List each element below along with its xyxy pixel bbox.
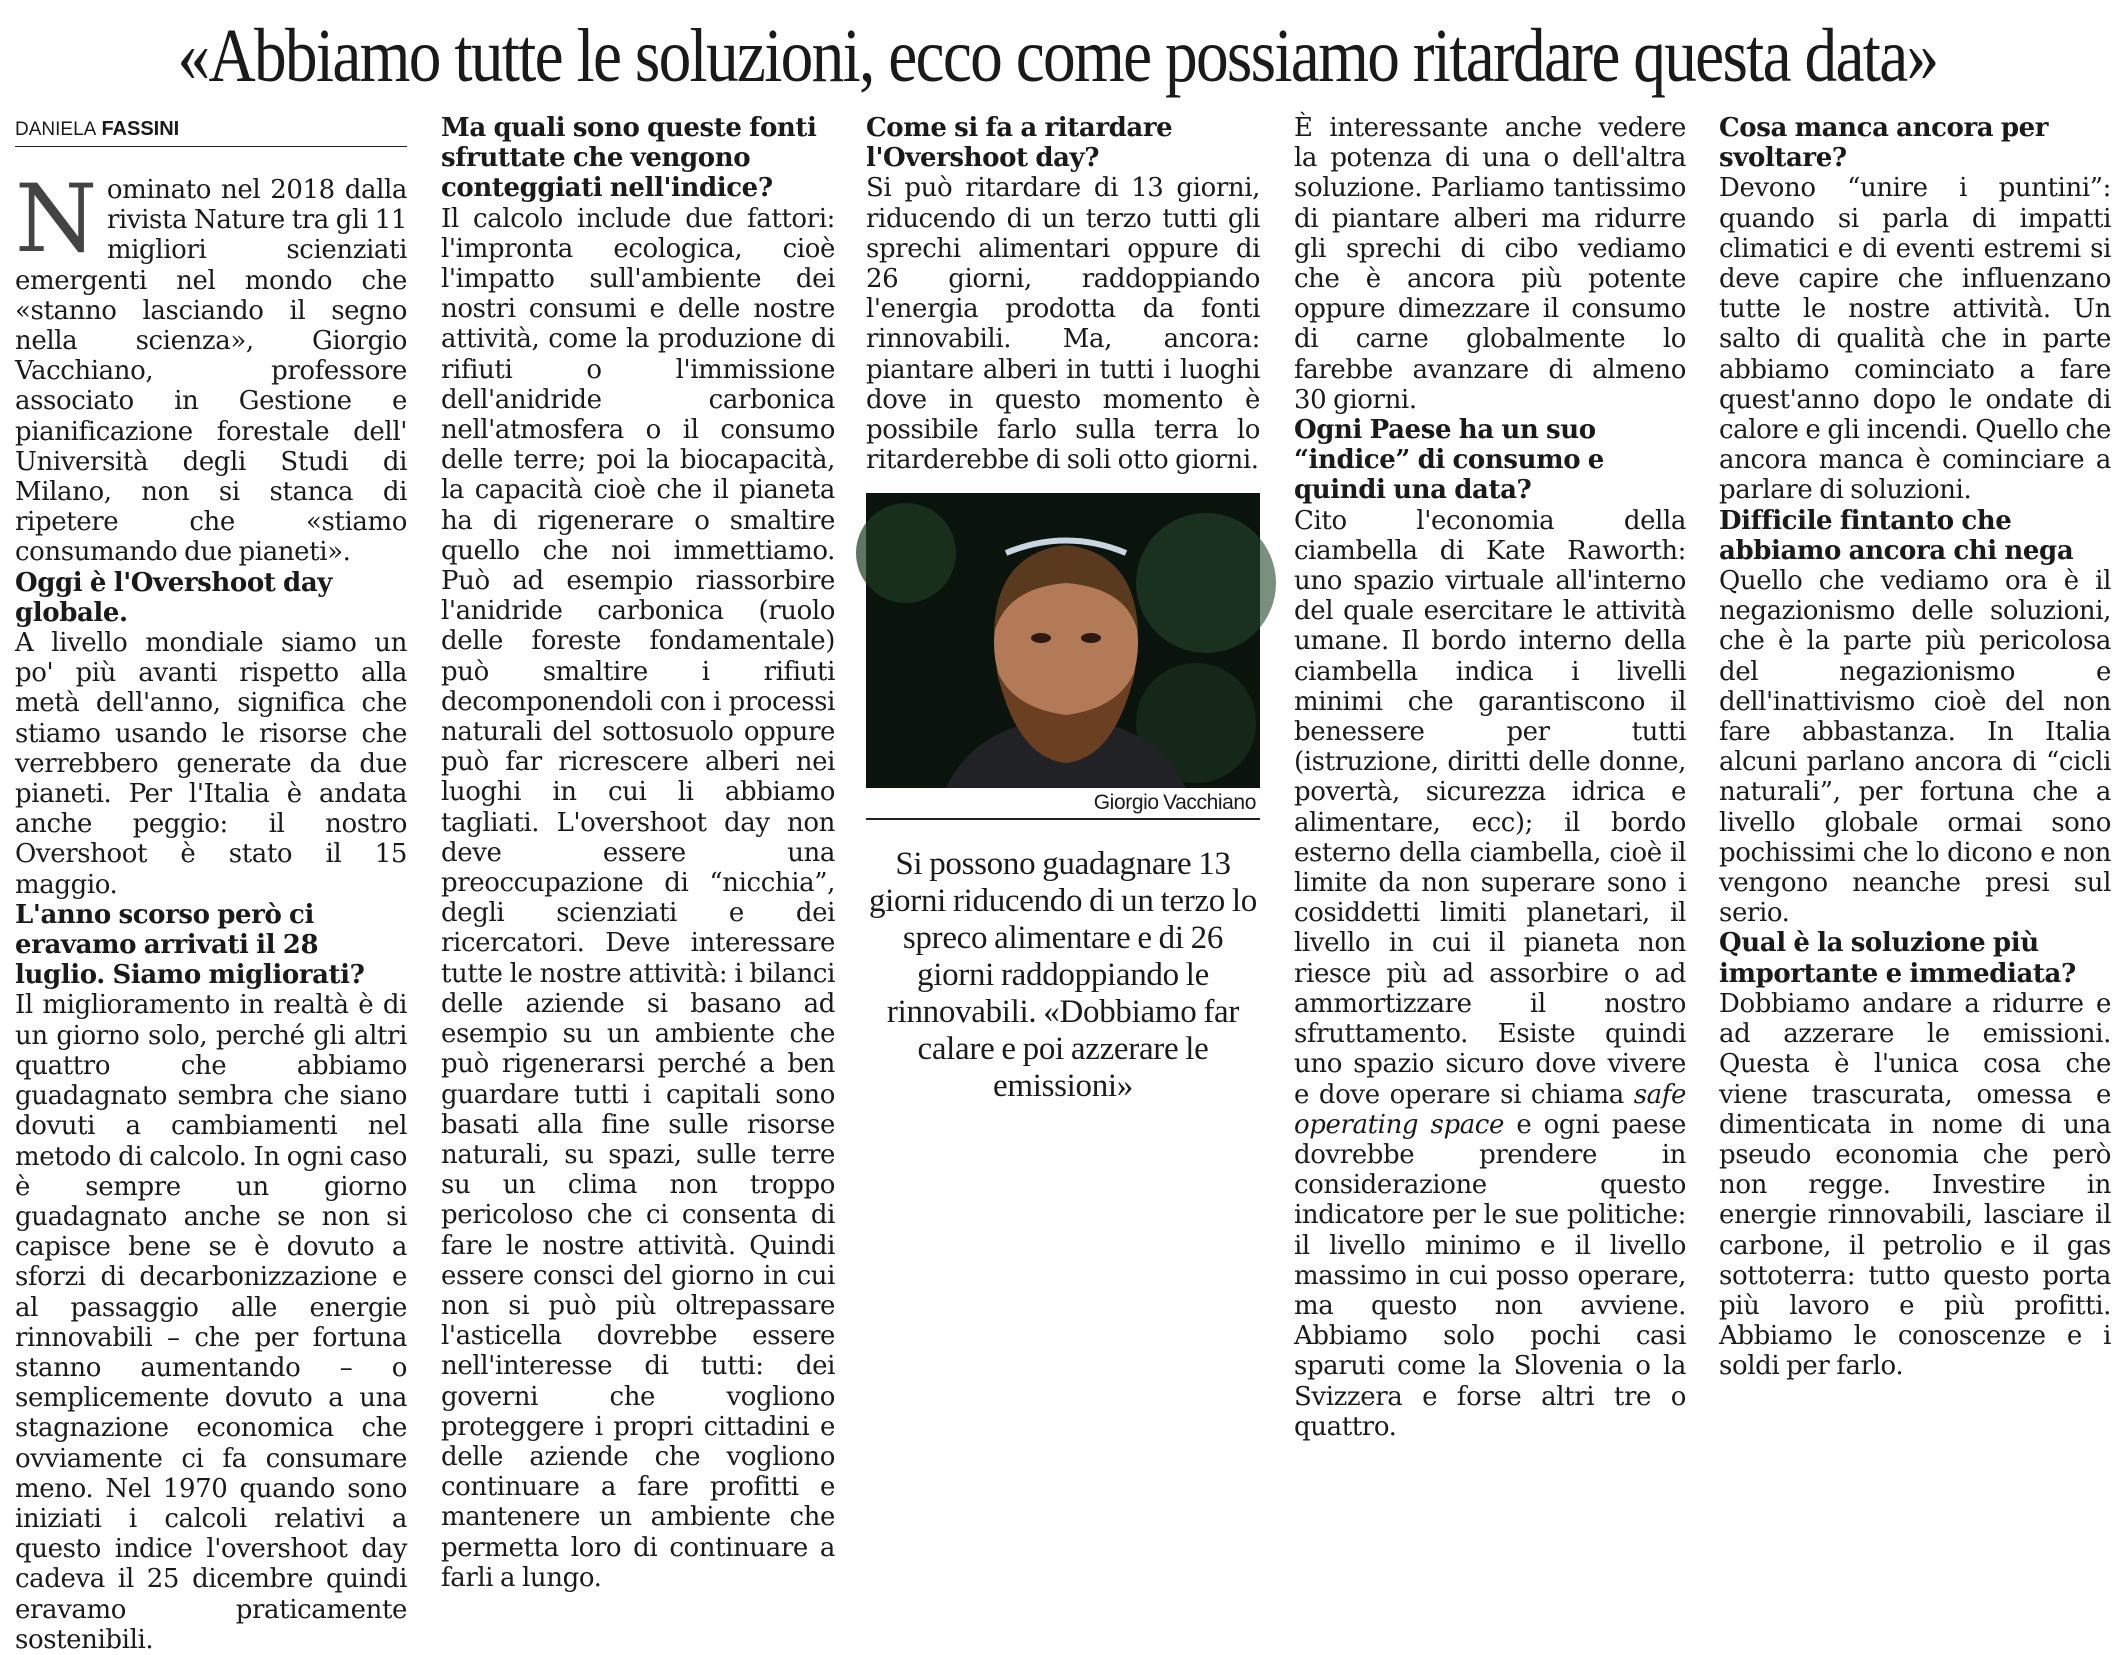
column-3 (866, 113, 1260, 1121)
answer-6: Devono “unire i puntini”: quando si parla di impatti climatici e di eventi estremi si deve capire che influenzano tutte le nostre attività. Un salto di qualità che in parte abbiamo cominciato a fare quest'anno dopo le ondate di calore e gli incendi. Quello che ancora manca è cominciare a parlare di soluzioni. (1719, 173, 2111, 506)
photo-block (866, 493, 1260, 1105)
intro-text: ominato nel 2018 dalla rivista Nature tra gli 11 migliori scienziati emergenti nel mondo che «stanno lasciando il segno nella scienza», Giorgio Vacchiano, professore associato in Gestione e pianificazione forestale dell' Università degli Studi di Milano, non si stanca di ripetere che «stiamo consumando due pianeti». (15, 175, 407, 568)
question-1: Oggi è l'Overshoot day globale. (15, 567, 332, 628)
answer-5-italic: safe operating space (1294, 1079, 1686, 1140)
byline-last-name: FASSINI (101, 118, 180, 140)
question-3: Ma quali sono queste fonti sfruttate che vengono conteggiati nell'indice? (441, 113, 817, 204)
answer-2: Il miglioramento in realtà è di un giorno solo, perché gli altri quattro che abbiamo guadagnato sembra che siano dovuti a cambiamenti nel metodo di calcolo. In ogni caso è sempre un giorno guadagnato anche se non si capisce bene se è dovuto a sforzi di decarbonizzazione e al passaggio alle energie rinnovabili – che per fortuna stanno aumentando – o semplicemente dovuto a una stagnazione economica che ovviamente ci fa consumare meno. Nel 1970 quando sono iniziati i calcoli relativi a questo indice l'overshoot day cadeva il 25 dicembre quindi eravamo praticamente sostenibili. (15, 990, 407, 1655)
answer-8: Dobbiamo andare a ridurre e ad azzerare le emissioni. Questa è l'unica cosa che viene trascurata, omessa e dimenticata in nome di una pseudo economia che però non regge. Investire in energie rinnovabili, lasciare il carbone, il petrolio e il gas sottoterra: tutto questo porta più lavoro e più profitti. Abbiamo le conoscenze e i soldi per farlo. (1719, 988, 2111, 1382)
portrait-illustration (866, 493, 1260, 788)
column-2 (441, 113, 835, 1593)
question-7: Difficile fintanto che abbiamo ancora chi nega (1719, 505, 2074, 566)
column-5 (1719, 113, 2111, 1382)
column-1 (15, 113, 407, 1655)
question-8: Qual è la soluzione più importante e immediata? (1719, 928, 2076, 989)
headline: «Abbiamo tutte le soluzioni, ecco come possiamo ritardare questa data» (177, 14, 1938, 98)
byline (15, 113, 407, 147)
intro-paragraph (15, 165, 407, 568)
answer-1: A livello mondiale siamo un po' più avanti rispetto alla metà dell'anno, significa che stiamo usando le risorse che verrebbero generate da due pianeti. Per l'Italia è andata anche peggio: il nostro Overshoot è stato il 15 maggio. (15, 628, 407, 900)
answer-5 (1294, 506, 1686, 1442)
question-2: L'anno scorso però ci eravamo arrivati il 28 luglio. Siamo migliorati? (15, 899, 365, 991)
pull-quote: Si possono guadagnare 13 giorni riducendo di un terzo lo spreco alimentare e di 26 giorni raddoppiando le rinnovabili. «Dobbiamo far calare e poi azzerare le emissioni» (868, 846, 1258, 1105)
answer-5-text-b: e ogni paese dovrebbe prendere in considerazione questo indicatore per le sue politiche: il livello minimo e il livello massimo in cui posso operare, ma questo non avviene. Abbiamo solo pochi casi sparuti come la Slovenia o la Svizzera e forse altri tre o quattro. (1294, 1109, 1687, 1442)
portrait-photo (866, 493, 1260, 788)
photo-caption: Giorgio Vacchiano (866, 788, 1260, 820)
answer-4: Si può ritardare di 13 giorni, riducendo di un terzo tutti gli sprechi alimentari oppure di 26 giorni, raddoppiando l'energia prodotta da fonti rinnovabili. Ma, ancora: piantare alberi in tutti i luoghi dove in questo momento è possibile farlo sulla terra lo ritarderebbe di soli otto giorni. (866, 173, 1260, 476)
column-4 (1294, 113, 1687, 1442)
answer-4-continued: È interessante anche vedere la potenza di una o dell'altra soluzione. Parliamo tantissimo di piantare alberi ma ridurre gli sprechi di cibo vediamo che è ancora più potente oppure dimezzare il consumo di carne globalmente lo farebbe avanzare di almeno 30 giorni. (1294, 113, 1686, 415)
question-6: Cosa manca ancora per svoltare? (1719, 113, 2049, 174)
question-4: Come si fa a ritardare l'Overshoot day? (866, 113, 1173, 174)
question-5: Ogni Paese ha un suo “indice” di consumo e quindi una data? (1294, 415, 1604, 506)
byline-first-name: DANIELA (15, 119, 97, 140)
drop-cap: N (15, 165, 97, 274)
answer-7: Quello che vediamo ora è il negazionismo delle soluzioni, che è la parte più pericolosa del negazionismo e dell'inattivismo cioè del non fare abbastanza. In Italia alcuni parlano ancora di “cicli naturali”, per fortuna che a livello globale ormai sono pochissimi che lo dicono e non vengono neanche presi sul serio. (1719, 566, 2111, 929)
answer-5-text-a: Cito l'economia della ciambella di Kate Raworth: uno spazio virtuale all'interno del quale esercitare le attività umane. Il bordo interno della ciambella indica i livelli minimi che garantiscono il benessere per tutti (istruzione, diritti delle donne, povertà, sicurezza idrica e alimentare, ecc); il bordo esterno della ciambella, cioè il limite da non superare sono i cosiddetti limiti planetari, il livello in cui il pianeta non riesce più ad assorbire o ad ammortizzare il nostro sfruttamento. Esiste quindi uno spazio sicuro dove vivere e dove operare si chiama (1294, 505, 1686, 1110)
answer-3: Il calcolo include due fattori: l'impronta ecologica, cioè l'impatto sull'ambiente dei nostri consumi e delle nostre attività, come la produzione di rifiuti o l'immissione dell'anidride carbonica nell'atmosfera o il consumo delle terre; poi la biocapacità, la capacità cioè che il pianeta ha di rigenerare o smaltire quello che noi immettiamo. Può ad esempio riassorbire l'anidride carbonica (ruolo delle foreste fondamentale) può smaltire i rifiuti decomponendoli con i processi naturali del sottosuolo oppure può far ricrescere alberi nei luoghi in cui li abbiamo tagliati. L'overshoot day non deve essere una preoccupazione di “nicchia”, degli scienziati e dei ricercatori. Deve interessare tutte le nostre attività: i bilanci delle aziende si basano ad esempio su un ambiente che può rigenerarsi perché a ben guardare tutti i capitali sono basati alla fine sulle risorse naturali, su spazi, sulle terre su un clima non troppo pericoloso che ci consenta di fare le nostre attività. Quindi essere consci del giorno in cui non si può più oltrepassare l'asticella dovrebbe essere nell'interesse di tutti: dei governi che vogliono proteggere i propri cittadini e delle aziende che vogliono continuare a fare profitti e mantenere un ambiente che permetta loro di continuare a farli a lungo. (441, 203, 835, 1593)
